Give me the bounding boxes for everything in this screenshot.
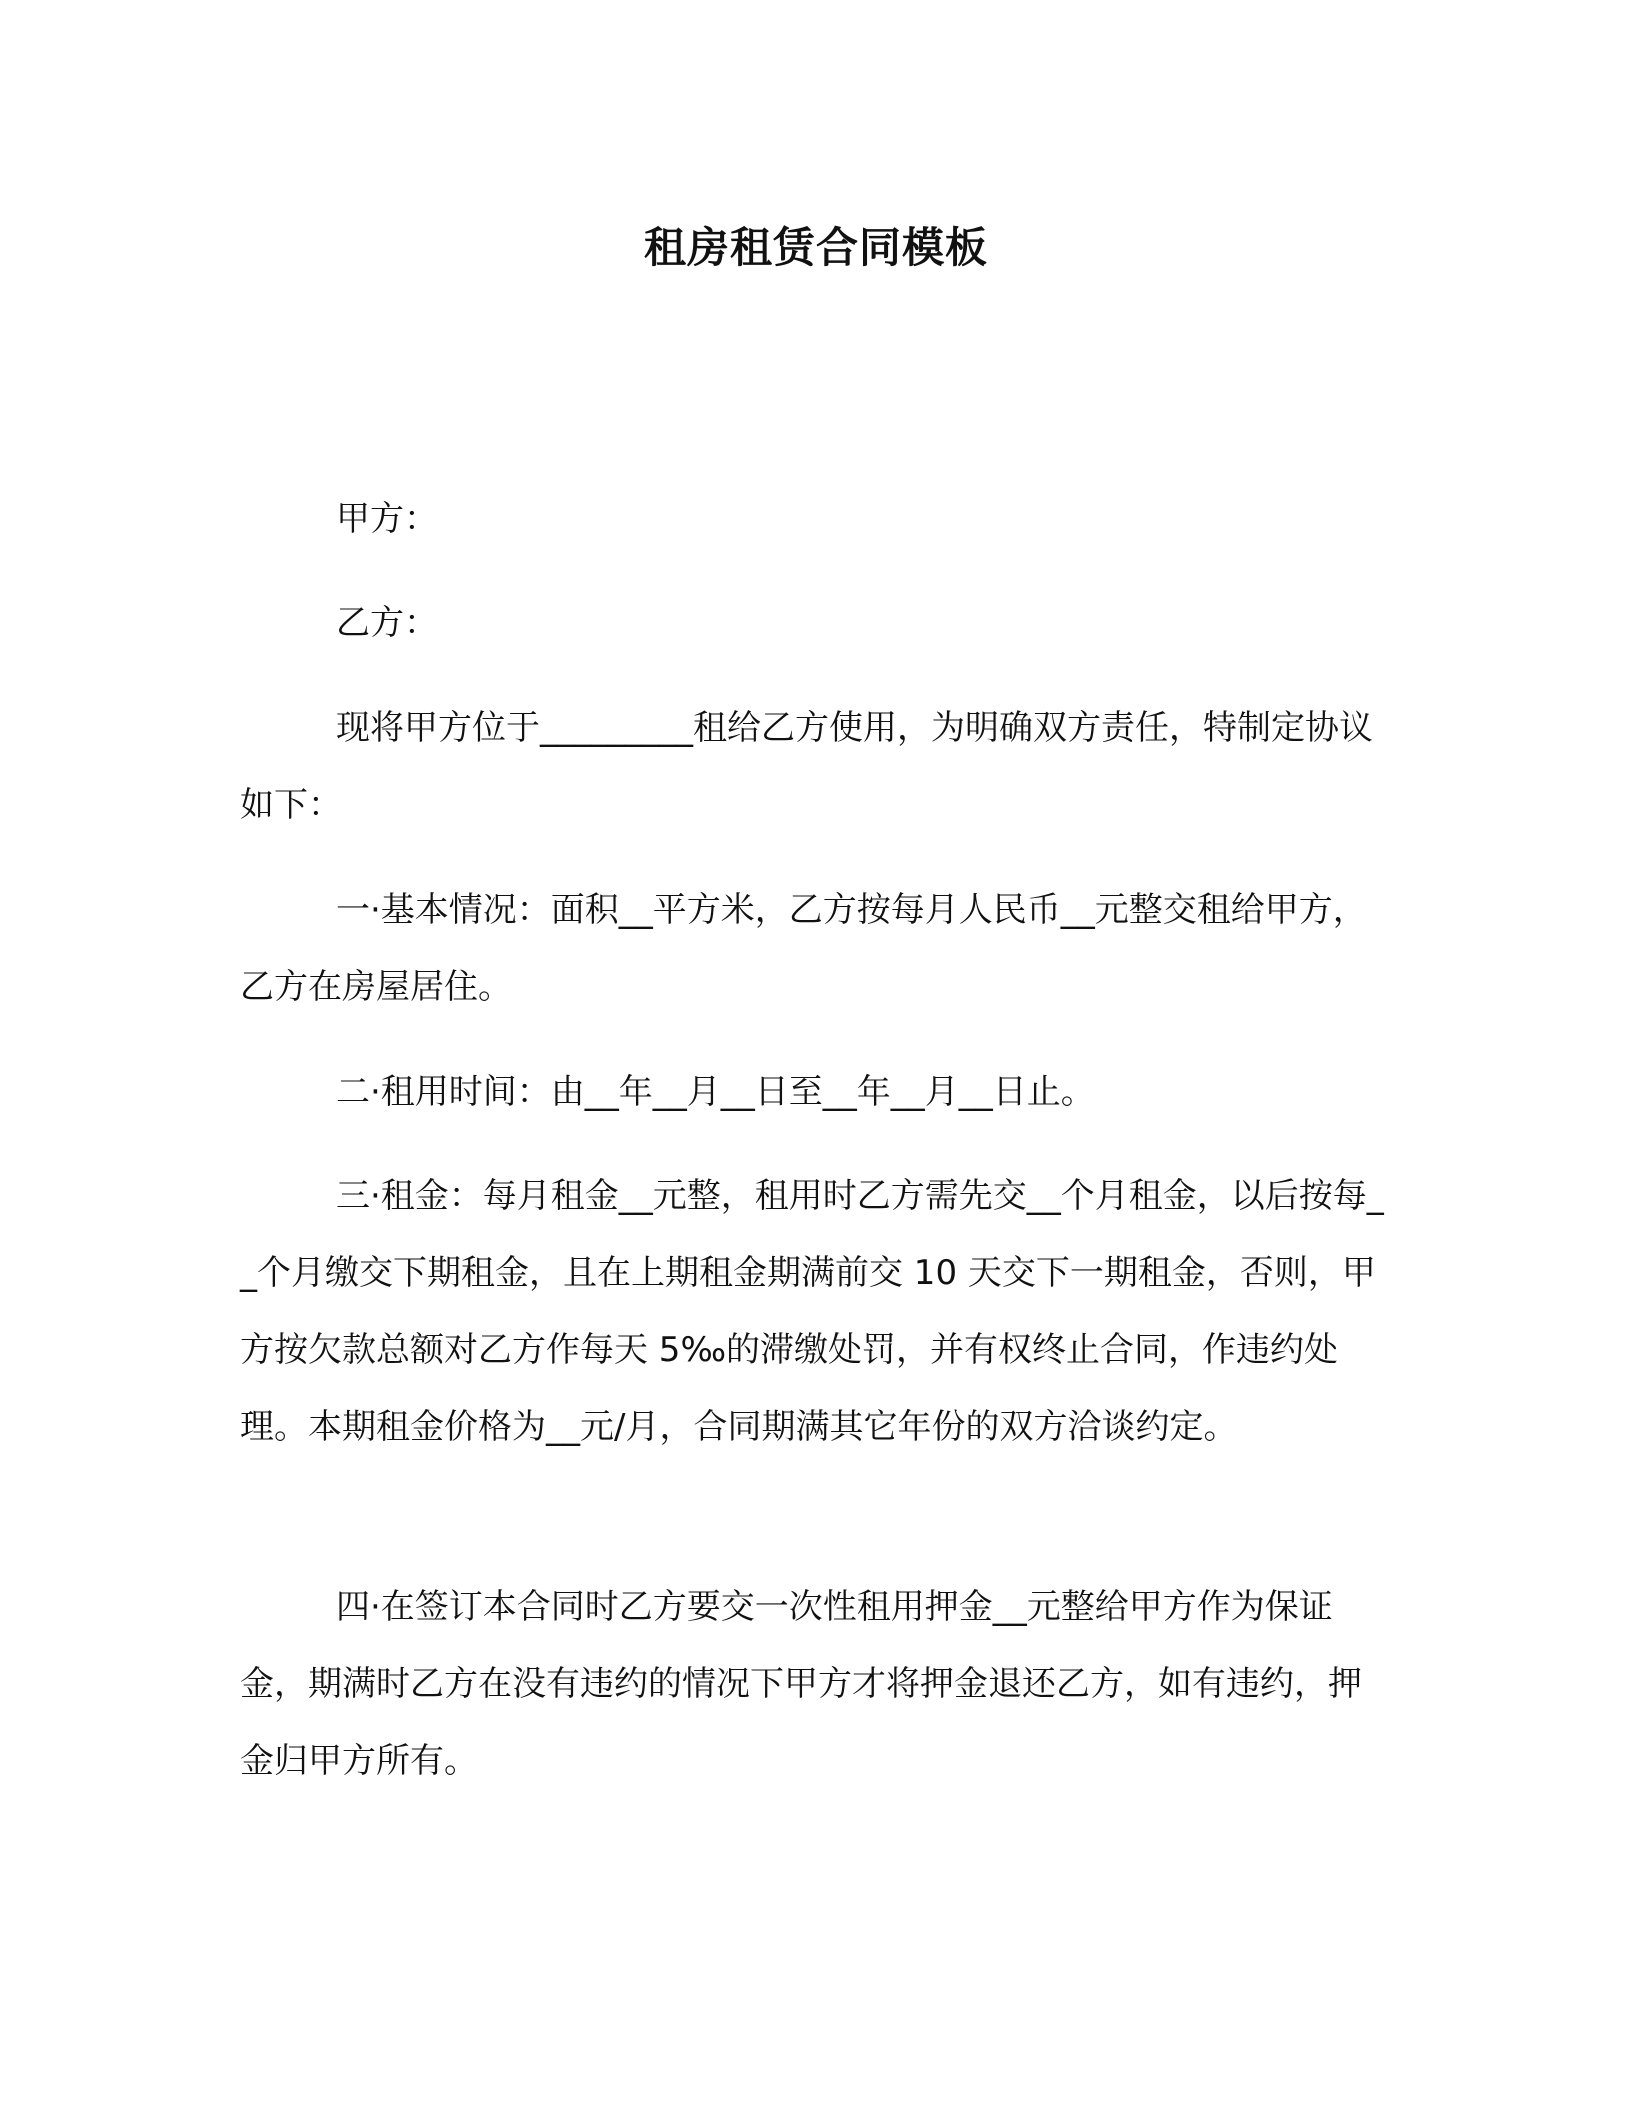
document-title: 租房租赁合同模板 [643,223,988,272]
clause-rent: 三·租金：每月租金__元整，租用时乙方需先交__个月租金，以后按每__个月缴交下期租金，且在上期租金期满前交 10 天交下一期租金，否则，甲方按欠款总额对乙方作每天 5‰的滞缴处罚，并有权终止合同，作违约处理。本期租金价格为__元/月，合同期满其它年份的双方洽谈约定。 [240,1176,1384,1447]
clause-rental-period: 二·租用时间：由__年__月__日至__年__月__日止。 [336,1072,1095,1112]
party-a-line: 甲方： [336,499,438,539]
clause-basic-info: 一·基本情况：面积__平方米，乙方按每月人民币__元整交租给甲方，乙方在房屋居住。 [240,890,1367,1007]
intro-paragraph: 现将甲方位于_________租给乙方使用，为明确双方责任，特制定协议如下： [240,708,1373,825]
clause-deposit: 四·在签订本合同时乙方要交一次性租用押金__元整给甲方作为保证金，期满时乙方在没有违约的情况下甲方才将押金退还乙方，如有违约，押金归甲方所有。 [240,1587,1362,1781]
party-b-line: 乙方： [336,603,438,643]
